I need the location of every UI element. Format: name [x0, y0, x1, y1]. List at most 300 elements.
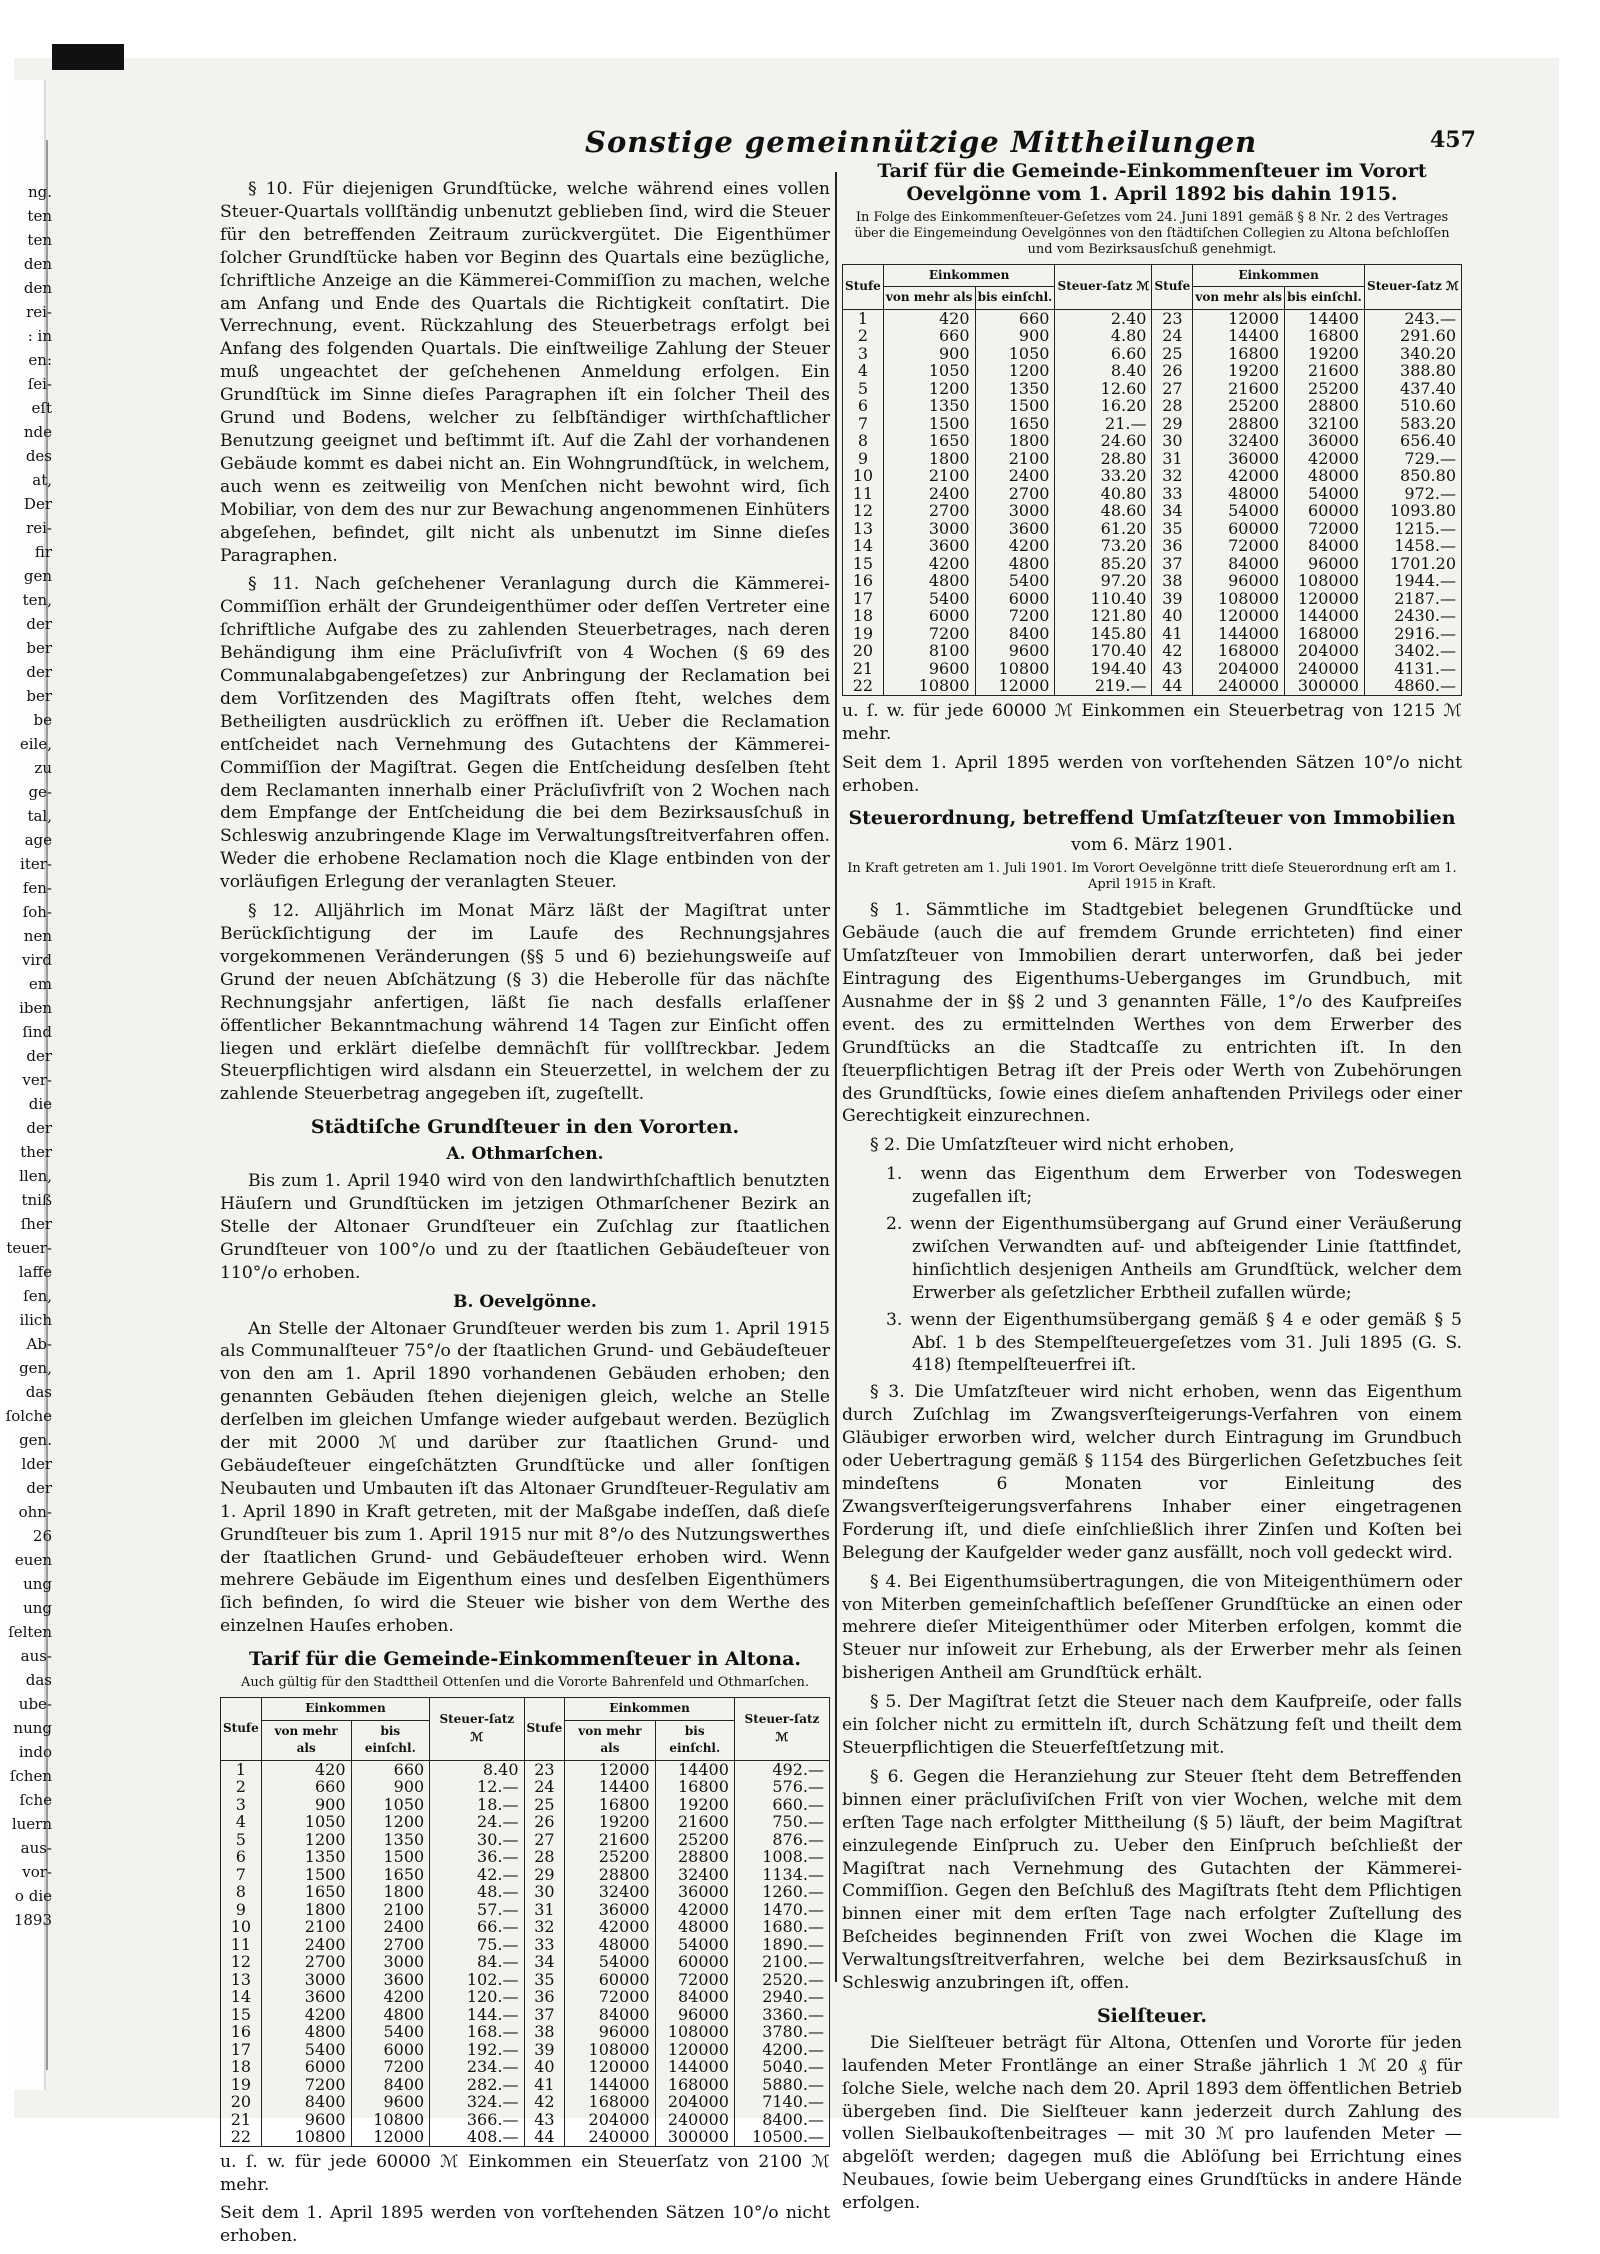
- table-cell: 17: [221, 2041, 262, 2059]
- heading-tarif-oevelgoenne: Tarif für die Gemeinde-Einkommenſteuer im Vorort Oevelgönne vom 1. April 1892 bis dahin 1915.: [877, 160, 1427, 205]
- table-cell: 1680.—: [734, 1918, 829, 1936]
- note-umsatzsteuer: In Kraft getreten am 1. Juli 1901. Im Vorort Oevelgönne tritt dieſe Steuerordnung erſt am 1. April 1915 in Kraft.: [847, 861, 1457, 893]
- table-cell: 61.20: [1055, 520, 1152, 538]
- table-cell: 16.20: [1055, 397, 1152, 415]
- table-cell: 900: [261, 1796, 351, 1814]
- margin-fragment: ung: [23, 1599, 52, 1617]
- table-cell: 21600: [565, 1831, 655, 1849]
- table-row: [843, 520, 1462, 538]
- th-bis-einschl: bis einſchl.: [1285, 287, 1365, 310]
- table-row: [843, 537, 1462, 555]
- table-cell: 11: [221, 1936, 262, 1954]
- table-cell: 108000: [1285, 572, 1365, 590]
- table-row: [221, 2111, 830, 2129]
- table-cell: 219.—: [1055, 677, 1152, 695]
- th-einkommen: Einkommen: [565, 1698, 735, 1721]
- table-cell: 5400: [975, 572, 1055, 590]
- table-cell: 54000: [1193, 502, 1285, 520]
- table-cell: 1350: [351, 1831, 430, 1849]
- table-row: [221, 2006, 830, 2024]
- table-row: [221, 1813, 830, 1831]
- table-cell: 18: [221, 2058, 262, 2076]
- table-cell: 48000: [1193, 485, 1285, 503]
- table-cell: 43: [1152, 660, 1193, 678]
- margin-fragment: des: [25, 447, 52, 465]
- table-cell: 16800: [1285, 327, 1365, 345]
- table-cell: 3000: [351, 1953, 430, 1971]
- table-cell: 40: [1152, 607, 1193, 625]
- paragraph-othmarschen: Bis zum 1. April 1940 wird von den landwirthſchaftlich benutzten Häuſern und Grundſtücken im jetzigen Othmarſchener Bezirk an Stelle der Altonaer Grundſteuer ein Zuſchlag zur ſtaatlichen Grundſteuer von 100°/o und zu der ſtaatlichen Gebäudeſteuer von 110°/o erhoben.: [220, 1171, 830, 1283]
- table-cell: 32100: [1285, 415, 1365, 433]
- table-cell: 16: [221, 2023, 262, 2041]
- th-steuersatz: Steuer-ſatz ℳ: [734, 1698, 829, 1761]
- table-cell: 19200: [1193, 362, 1285, 380]
- table-row: [221, 1971, 830, 1989]
- table-cell: 8.40: [1055, 362, 1152, 380]
- margin-fragment: zu: [34, 759, 52, 777]
- margin-fragment: das: [25, 1383, 52, 1401]
- table-cell: 408.—: [430, 2128, 524, 2146]
- margin-fragment: der: [26, 615, 52, 633]
- margin-fragment: ver-: [22, 1071, 52, 1089]
- table-row: [221, 2023, 830, 2041]
- table-cell: 18.—: [430, 1796, 524, 1814]
- page-title: Sonstige gemeinnützige Mittheilungen: [585, 125, 1258, 159]
- table-cell: 36: [524, 1988, 565, 2006]
- table-cell: 26: [524, 1813, 565, 1831]
- table-cell: 4: [843, 362, 884, 380]
- table-cell: 10: [221, 1918, 262, 1936]
- table-cell: 6000: [351, 2041, 430, 2059]
- table-cell: 32400: [565, 1883, 655, 1901]
- heading-oevelgoenne: B. Oevelgönne.: [453, 1291, 597, 1312]
- table-cell: 25200: [565, 1848, 655, 1866]
- table-cell: 8.40: [430, 1760, 524, 1778]
- table-cell: 108000: [565, 2041, 655, 2059]
- table-cell: 20: [843, 642, 884, 660]
- table-cell: 240000: [655, 2111, 734, 2129]
- table-cell: 84.—: [430, 1953, 524, 1971]
- table-row: [843, 397, 1462, 415]
- table-cell: 12: [843, 502, 884, 520]
- margin-fragment: ſei-: [27, 375, 52, 393]
- table-cell: 43: [524, 2111, 565, 2129]
- margin-fragment: die: [28, 1095, 52, 1113]
- table-cell: 12: [221, 1953, 262, 1971]
- table-cell: 4: [221, 1813, 262, 1831]
- table-cell: 36000: [565, 1901, 655, 1919]
- table-cell: 7: [843, 415, 884, 433]
- margin-fragment: ſen,: [23, 1287, 52, 1305]
- table-cell: 4200: [351, 1988, 430, 2006]
- table-cell: 24.60: [1055, 432, 1152, 450]
- table-cell: 2100: [351, 1901, 430, 1919]
- table-cell: 576.—: [734, 1778, 829, 1796]
- table-cell: 14: [221, 1988, 262, 2006]
- table-cell: 9: [843, 450, 884, 468]
- table-cell: 2100: [883, 467, 975, 485]
- table-cell: 1500: [351, 1848, 430, 1866]
- table-cell: 750.—: [734, 1813, 829, 1831]
- table-cell: 21: [843, 660, 884, 678]
- table-cell: 2: [843, 327, 884, 345]
- paragraph-s6: § 6. Gegen die Heranziehung zur Steuer ſteht dem Betreffenden binnen einer präcluſiviſchen Friſt von vier Wochen, welche mit dem erſten Tage nach erfolgter Mittheilung (§ 5) läuft, der beim Magiſtrat einzulegende Einſpruch zu. Ueber den Einſpruch beſchließt der Magiſtrat nach Vernehmung des Gutachten der Kämmerei-Commiſſion. Gegen den Beſchluß des Magiſtrats ſteht dem Pflichtigen binnen einer mit dem erſten Tage nach erfolgter Zuſtellung des Beſcheides beginnenden Friſt von zwei Wochen die Klage im Verwaltungsſtreitverfahren, welche bei dem Bezirksausſchuß in Schleswig anzubringen iſt, offen.: [842, 1766, 1462, 1994]
- table-cell: 1650: [261, 1883, 351, 1901]
- table-cell: 22: [843, 677, 884, 695]
- table-cell: 437.40: [1364, 380, 1461, 398]
- margin-fragment: 26: [32, 1527, 52, 1545]
- margin-fragment: ſchen: [9, 1767, 52, 1785]
- table-cell: 656.40: [1364, 432, 1461, 450]
- heading-grundsteuer: Städtiſche Grundſteuer in den Vororten.: [310, 1116, 740, 1139]
- heading-othmarschen: A. Othmarſchen.: [446, 1144, 604, 1165]
- table-cell: 48.60: [1055, 502, 1152, 520]
- table-cell: 2430.—: [1364, 607, 1461, 625]
- margin-fragment: den: [23, 255, 52, 273]
- table-cell: 1650: [351, 1866, 430, 1884]
- table-cell: 4800: [351, 2006, 430, 2024]
- table-cell: 10: [843, 467, 884, 485]
- table-cell: 3600: [261, 1988, 351, 2006]
- margin-fragment: Der: [23, 495, 52, 513]
- margin-fragment: o die: [14, 1887, 52, 1905]
- table-cell: 108000: [1193, 590, 1285, 608]
- table-row: [843, 677, 1462, 695]
- margin-fragment: ng.: [27, 183, 52, 201]
- margin-fragment: fir: [34, 543, 52, 561]
- table-cell: 168000: [655, 2076, 734, 2094]
- table-cell: 60000: [565, 1971, 655, 1989]
- table-cell: 35: [1152, 520, 1193, 538]
- margin-fragment: tniß: [21, 1191, 52, 1209]
- table-cell: 972.—: [1364, 485, 1461, 503]
- margin-fragment: eſt: [31, 399, 52, 417]
- margin-fragment: iben: [19, 999, 52, 1017]
- table-cell: 3600: [351, 1971, 430, 1989]
- table-cell: 5: [843, 380, 884, 398]
- table-cell: 37: [524, 2006, 565, 2024]
- th-stufe: Stufe: [221, 1698, 262, 1761]
- table-cell: 876.—: [734, 1831, 829, 1849]
- table-row: [843, 572, 1462, 590]
- table-cell: 120000: [1193, 607, 1285, 625]
- table-cell: 9600: [261, 2111, 351, 2129]
- table-cell: 96000: [565, 2023, 655, 2041]
- table-cell: 291.60: [1364, 327, 1461, 345]
- table-cell: 10800: [351, 2111, 430, 2129]
- table-cell: 29: [524, 1866, 565, 1884]
- table-cell: 2700: [261, 1953, 351, 1971]
- table-cell: 1350: [883, 397, 975, 415]
- margin-fragment: em: [28, 975, 52, 993]
- table-cell: 5880.—: [734, 2076, 829, 2094]
- table-cell: 1093.80: [1364, 502, 1461, 520]
- table-cell: 16800: [565, 1796, 655, 1814]
- table-cell: 120000: [565, 2058, 655, 2076]
- table-cell: 388.80: [1364, 362, 1461, 380]
- table-cell: 42000: [655, 1901, 734, 1919]
- table-cell: 19200: [1285, 345, 1365, 363]
- margin-fragment: fen-: [22, 879, 52, 897]
- table-cell: 660: [883, 327, 975, 345]
- table-cell: 6000: [975, 590, 1055, 608]
- page-number: 457: [1430, 127, 1476, 153]
- table-cell: 39: [524, 2041, 565, 2059]
- table-cell: 38: [1152, 572, 1193, 590]
- table-cell: 21600: [655, 1813, 734, 1831]
- table-cell: 144000: [1193, 625, 1285, 643]
- margin-fragment: gen: [23, 567, 52, 585]
- table-cell: 1800: [351, 1883, 430, 1901]
- table-cell: 340.20: [1364, 345, 1461, 363]
- table-cell: 97.20: [1055, 572, 1152, 590]
- table-cell: 40.80: [1055, 485, 1152, 503]
- table-cell: 9600: [883, 660, 975, 678]
- right-column: [842, 160, 1462, 2221]
- table-cell: 144000: [1285, 607, 1365, 625]
- table-cell: 32400: [655, 1866, 734, 1884]
- table-cell: 2: [221, 1778, 262, 1796]
- margin-fragment: ube-: [18, 1695, 52, 1713]
- table-cell: 4860.—: [1364, 677, 1461, 695]
- table-cell: 38: [524, 2023, 565, 2041]
- table-cell: 35: [524, 1971, 565, 1989]
- table-cell: 84000: [565, 2006, 655, 2024]
- th-stufe: Stufe: [843, 264, 884, 309]
- table-cell: 23: [524, 1760, 565, 1778]
- facing-page-fragments: [0, 180, 52, 1932]
- table-cell: 25200: [1193, 397, 1285, 415]
- table-row: [221, 1918, 830, 1936]
- table-cell: 4200: [883, 555, 975, 573]
- table-row: [221, 2128, 830, 2146]
- table-cell: 3000: [261, 1971, 351, 1989]
- table-cell: 1800: [883, 450, 975, 468]
- table-cell: 120000: [655, 2041, 734, 2059]
- table-cell: 22: [221, 2128, 262, 2146]
- table-cell: 3360.—: [734, 2006, 829, 2024]
- tail-oevelgoenne-2: Seit dem 1. April 1895 werden von vorſtehenden Sätzen 10°/o nicht erhoben.: [842, 752, 1462, 796]
- table-cell: 168000: [1285, 625, 1365, 643]
- table-cell: 2187.—: [1364, 590, 1461, 608]
- note-tarif-altona: Auch gültig für den Stadttheil Ottenſen und die Vororte Bahrenfeld und Othmarſchen.: [241, 1675, 809, 1691]
- table-row: [221, 2041, 830, 2059]
- tail-oevelgoenne-1: u. ſ. w. für jede 60000 ℳ Einkommen ein Steuerbetrag von 1215 ℳ mehr.: [842, 700, 1462, 744]
- paragraph-s4: § 4. Bei Eigenthumsübertragungen, die von Miteigenthümern oder von Miterben gemeinſchaftlich beſeſſener Grundſtücke an einen oder mehrere dieſer Miteigenthümer oder Miterben erfolgen, kommt die Steuer nur inſoweit zur Erhebung, als der Erwerber mehr als ſeinen bisherigen Antheil am Grundſtück erhält.: [842, 1571, 1462, 1684]
- table-cell: 13: [843, 520, 884, 538]
- table-cell: 54000: [1285, 485, 1365, 503]
- margin-fragment: llen,: [19, 1167, 52, 1185]
- table-cell: 18: [843, 607, 884, 625]
- table-cell: 31: [1152, 450, 1193, 468]
- table-cell: 366.—: [430, 2111, 524, 2129]
- table-row: [221, 1988, 830, 2006]
- margin-fragment: at,: [32, 471, 52, 489]
- scan-edge-mark: [52, 44, 124, 70]
- table-cell: 10800: [883, 677, 975, 695]
- table-cell: 144000: [565, 2076, 655, 2094]
- table-row: [843, 362, 1462, 380]
- th-von-mehr-als: von mehr als: [883, 287, 975, 310]
- margin-fragment: ſche: [19, 1791, 52, 1809]
- margin-fragment: rei-: [26, 303, 52, 321]
- table-cell: 39: [1152, 590, 1193, 608]
- table-cell: 3000: [883, 520, 975, 538]
- table-cell: 75.—: [430, 1936, 524, 1954]
- table-row: [221, 1866, 830, 1884]
- table-cell: 1050: [975, 345, 1055, 363]
- table-cell: 168.—: [430, 2023, 524, 2041]
- table-cell: 1200: [975, 362, 1055, 380]
- margin-fragment: en:: [28, 351, 52, 369]
- table-cell: 4800: [883, 572, 975, 590]
- table-cell: 300000: [1285, 677, 1365, 695]
- table-cell: 170.40: [1055, 642, 1152, 660]
- table-row: [843, 502, 1462, 520]
- table-cell: 120.—: [430, 1988, 524, 2006]
- table-row: [843, 625, 1462, 643]
- margin-fragment: nen: [23, 927, 52, 945]
- table-cell: 168000: [1193, 642, 1285, 660]
- tail-altona-1: u. ſ. w. für jede 60000 ℳ Einkommen ein Steuerſatz von 2100 ℳ mehr.: [220, 2151, 830, 2195]
- table-cell: 3780.—: [734, 2023, 829, 2041]
- table-cell: 6.60: [1055, 345, 1152, 363]
- table-cell: 32400: [1193, 432, 1285, 450]
- table-cell: 1458.—: [1364, 537, 1461, 555]
- table-cell: 4800: [975, 555, 1055, 573]
- table-cell: 42000: [565, 1918, 655, 1936]
- table-cell: 72000: [655, 1971, 734, 1989]
- margin-fragment: rei-: [26, 519, 52, 537]
- table-cell: 84000: [1285, 537, 1365, 555]
- margin-fragment: nde: [23, 423, 52, 441]
- table-cell: 7200: [883, 625, 975, 643]
- th-bis-einschl: bis einſchl.: [655, 1720, 734, 1760]
- table-row: [221, 2076, 830, 2094]
- table-cell: 96000: [655, 2006, 734, 2024]
- margin-fragment: gen.: [19, 1431, 52, 1449]
- table-cell: 4200: [261, 2006, 351, 2024]
- table-row: [843, 660, 1462, 678]
- table-cell: 4800: [261, 2023, 351, 2041]
- margin-fragment: eile,: [19, 735, 52, 753]
- table-cell: 12000: [565, 1760, 655, 1778]
- table-cell: 8: [843, 432, 884, 450]
- table-cell: 492.—: [734, 1760, 829, 1778]
- note-tarif-oevelgoenne: In Folge des Einkommenſteuer-Geſetzes vom 24. Juni 1891 gemäß § 8 Nr. 2 des Vertrages über die Eingemeindung Oevelgönnes von den ſtädtiſchen Collegien zu Altona beſchloſſen und vom Bezirksausſchuß genehmigt.: [854, 209, 1450, 257]
- table-cell: 660.—: [734, 1796, 829, 1814]
- table-cell: 1: [221, 1760, 262, 1778]
- margin-fragment: ſoh-: [22, 903, 52, 921]
- table-cell: 1008.—: [734, 1848, 829, 1866]
- th-von-mehr-als: von mehr als: [565, 1720, 655, 1760]
- table-cell: 168000: [565, 2093, 655, 2111]
- margin-fragment: age: [24, 831, 52, 849]
- table-cell: 25: [524, 1796, 565, 1814]
- table-cell: 48000: [655, 1918, 734, 1936]
- table-cell: 110.40: [1055, 590, 1152, 608]
- margin-fragment: das: [25, 1671, 52, 1689]
- table-cell: 8400: [975, 625, 1055, 643]
- table-cell: 1890.—: [734, 1936, 829, 1954]
- table-cell: 2700: [351, 1936, 430, 1954]
- table-cell: 14400: [565, 1778, 655, 1796]
- margin-fragment: der: [26, 1047, 52, 1065]
- paragraph-11: § 11. Nach geſchehener Veranlagung durch die Kämmerei-Commiſſion erhält der Grundeigenthümer oder deſſen Vertreter eine ſchriftliche Aufgabe des zu zahlenden Steuerbetrages, nach deren Behändigung ihm eine Präcluſivfriſt von 4 Wochen (§ 69 des Communalabgabengeſetzes) zur Anbringung der Reclamation bei dem Vorſitzenden des Magiſtrats offen ſteht, welches dem Betheiligten ausdrücklich zu eröffnen iſt. Ueber die Reclamation entſcheidet nach Vernehmung des Gutachtens der Kämmerei-Commiſſion der Magiſtrat. Gegen die Entſcheidung desſelben ſteht dem Reclamanten innerhalb einer Präcluſivfriſt von 2 Wochen nach dem Empfange der Entſcheidung die bei dem Bezirksausſchuß in Schleswig anzubringende Klage im Verwaltungsſtreitverfahren offen. Weder die erhobene Reclamation noch die Klage entbinden von der vorläufigen Erlegung der veranlagten Steuer.: [220, 574, 830, 893]
- margin-fragment: tal,: [27, 807, 52, 825]
- margin-fragment: vor-: [22, 1863, 52, 1881]
- table-cell: 9600: [975, 642, 1055, 660]
- table-cell: 16800: [655, 1778, 734, 1796]
- margin-fragment: ſher: [20, 1215, 52, 1233]
- table-cell: 28800: [1193, 415, 1285, 433]
- table-cell: 204000: [1193, 660, 1285, 678]
- table-cell: 42000: [1285, 450, 1365, 468]
- table-cell: 1050: [883, 362, 975, 380]
- table-cell: 6000: [883, 607, 975, 625]
- table-cell: 33.20: [1055, 467, 1152, 485]
- list-item-s2-2: 2. wenn der Eigenthumsübergang auf Grund einer Veräußerung zwiſchen Verwandten auf- und abſteigender Linie ſtattfindet, hinſichtlich desjenigen Antheils am Grundſtück, welcher dem Erwerber als geſetzlicher Erbtheil zufallen würde;: [886, 1214, 1462, 1303]
- table-cell: 1500: [975, 397, 1055, 415]
- table-cell: 1470.—: [734, 1901, 829, 1919]
- margin-fragment: ſolche: [5, 1407, 52, 1425]
- table-cell: 85.20: [1055, 555, 1152, 573]
- margin-fragment: den: [23, 279, 52, 297]
- table-cell: 102.—: [430, 1971, 524, 1989]
- paragraph-s1: § 1. Sämmtliche im Stadtgebiet belegenen Grundſtücke und Gebäude (auch die auf fremdem Grunde errichteten) find einer Umſatzſteuer von Immobilien derart unterworfen, daß bei jeder Eintragung des Eigenthums-Ueberganges im Grundbuch, mit Ausnahme der in §§ 2 und 3 genannten Fälle, 1°/o des Kaufpreiſes event. des zu ermittelnden Werthes von dem Erwerber des Grundſtücks an die Stadtcaſſe zu entrichten iſt. In den ſteuerpflichtigen Betrag iſt der Preis oder Werth von Zubehörungen des Grundſtücks, ſowie eines dieſem anhaftenden Privilegs oder einer Gerechtigkeit einzurechnen.: [842, 900, 1462, 1127]
- table-cell: 660: [351, 1760, 430, 1778]
- table-cell: 7: [221, 1866, 262, 1884]
- table-cell: 1200: [261, 1831, 351, 1849]
- table-cell: 2940.—: [734, 1988, 829, 2006]
- table-cell: 14400: [655, 1760, 734, 1778]
- table-row: [221, 1778, 830, 1796]
- margin-fragment: laffe: [18, 1263, 52, 1281]
- table-cell: 12000: [975, 677, 1055, 695]
- table-cell: 36.—: [430, 1848, 524, 1866]
- table-cell: 28800: [1285, 397, 1365, 415]
- table-cell: 21: [221, 2111, 262, 2129]
- table-row: [843, 485, 1462, 503]
- table-cell: 1650: [975, 415, 1055, 433]
- table-cell: 60000: [655, 1953, 734, 1971]
- table-cell: 7200: [261, 2076, 351, 2094]
- margin-fragment: ten,: [22, 591, 52, 609]
- table-cell: 21600: [1285, 362, 1365, 380]
- table-cell: 204000: [655, 2093, 734, 2111]
- table-cell: 36000: [1193, 450, 1285, 468]
- margin-fragment: ber: [26, 687, 52, 705]
- table-row: [843, 450, 1462, 468]
- table-cell: 420: [883, 309, 975, 327]
- table-cell: 7140.—: [734, 2093, 829, 2111]
- table-cell: 42: [524, 2093, 565, 2111]
- table-cell: 108000: [655, 2023, 734, 2041]
- table-cell: 5400: [883, 590, 975, 608]
- table-cell: 21.—: [1055, 415, 1152, 433]
- table-cell: 40: [524, 2058, 565, 2076]
- paragraph-10: § 10. Für diejenigen Grundſtücke, welche während eines vollen Steuer-Quartals vollſtändig unbenutzt geblieben ſind, wird die Steuer für den betreffenden Zeitraum zurückvergütet. Die Eigenthümer ſolcher Grundſtücke haben vor Beginn des Quartals eine bezügliche, ſchriftliche Anzeige an die Kämmerei-Commiſſion zu machen, welche am Anfang und Ende des Quartals die Richtigkeit conſtatirt. Die Verrechnung, event. Rückzahlung des Steuerbetrags erfolgt bei Anfang des folgenden Quartals. Die einſtweilige Zahlung der Steuer muß ungeachtet der geſchehenen Anmeldung erfolgen. Ein Grundſtück im Sinne dieſes Paragraphen iſt ein ſolcher Theil des Grund und Bodens, welcher zu ſelbſtändiger wirthſchaftlicher Benutzung geeignet und beſtimmt iſt. Auf die Zahl der vorhandenen Gebäude kommt es dabei nicht an. Ein Wohngrundſtück, in welchem, auch wenn es zeitweilig von Menſchen nicht bewohnt wird, ſich Mobiliar, von dem des nur zur Bewachung angenommenen Einhüters abgeſehen, befindet, gilt nicht als unbenutzt im Sinne dieſes Paragraphen.: [220, 179, 830, 566]
- margin-fragment: nung: [13, 1719, 52, 1737]
- table-cell: 16800: [1193, 345, 1285, 363]
- table-cell: 25: [1152, 345, 1193, 363]
- paragraph-12: § 12. Alljährlich im Monat März läßt der Magiſtrat unter Berückſichtigung der im Laufe des Rechnungsjahres vorgekommenen Veränderungen (§§ 5 und 6) beziehungsweiſe auf Grund der neuen Abſchätzung (§ 3) die Heberolle für das nächſte Rechnungsjahr anfertigen, läßt ſie nach desfalls erlaſſener öffentlicher Bekanntmachung während 14 Tagen zur Einſicht offen liegen und erklärt dieſelbe demnächſt für vollſtreckbar. Jedem Steuerpflichtigen wird alsdann ein Steuerzettel, in welchem der zu zahlende Steuerbetrag angegeben iſt, zugeſtellt.: [220, 901, 830, 1105]
- heading-tarif-altona: Tarif für die Gemeinde-Einkommenſteuer in Altona.: [248, 1648, 802, 1671]
- table-cell: 96000: [1193, 572, 1285, 590]
- table-cell: 240000: [1193, 677, 1285, 695]
- table-cell: 204000: [565, 2111, 655, 2129]
- table-cell: 44: [524, 2128, 565, 2146]
